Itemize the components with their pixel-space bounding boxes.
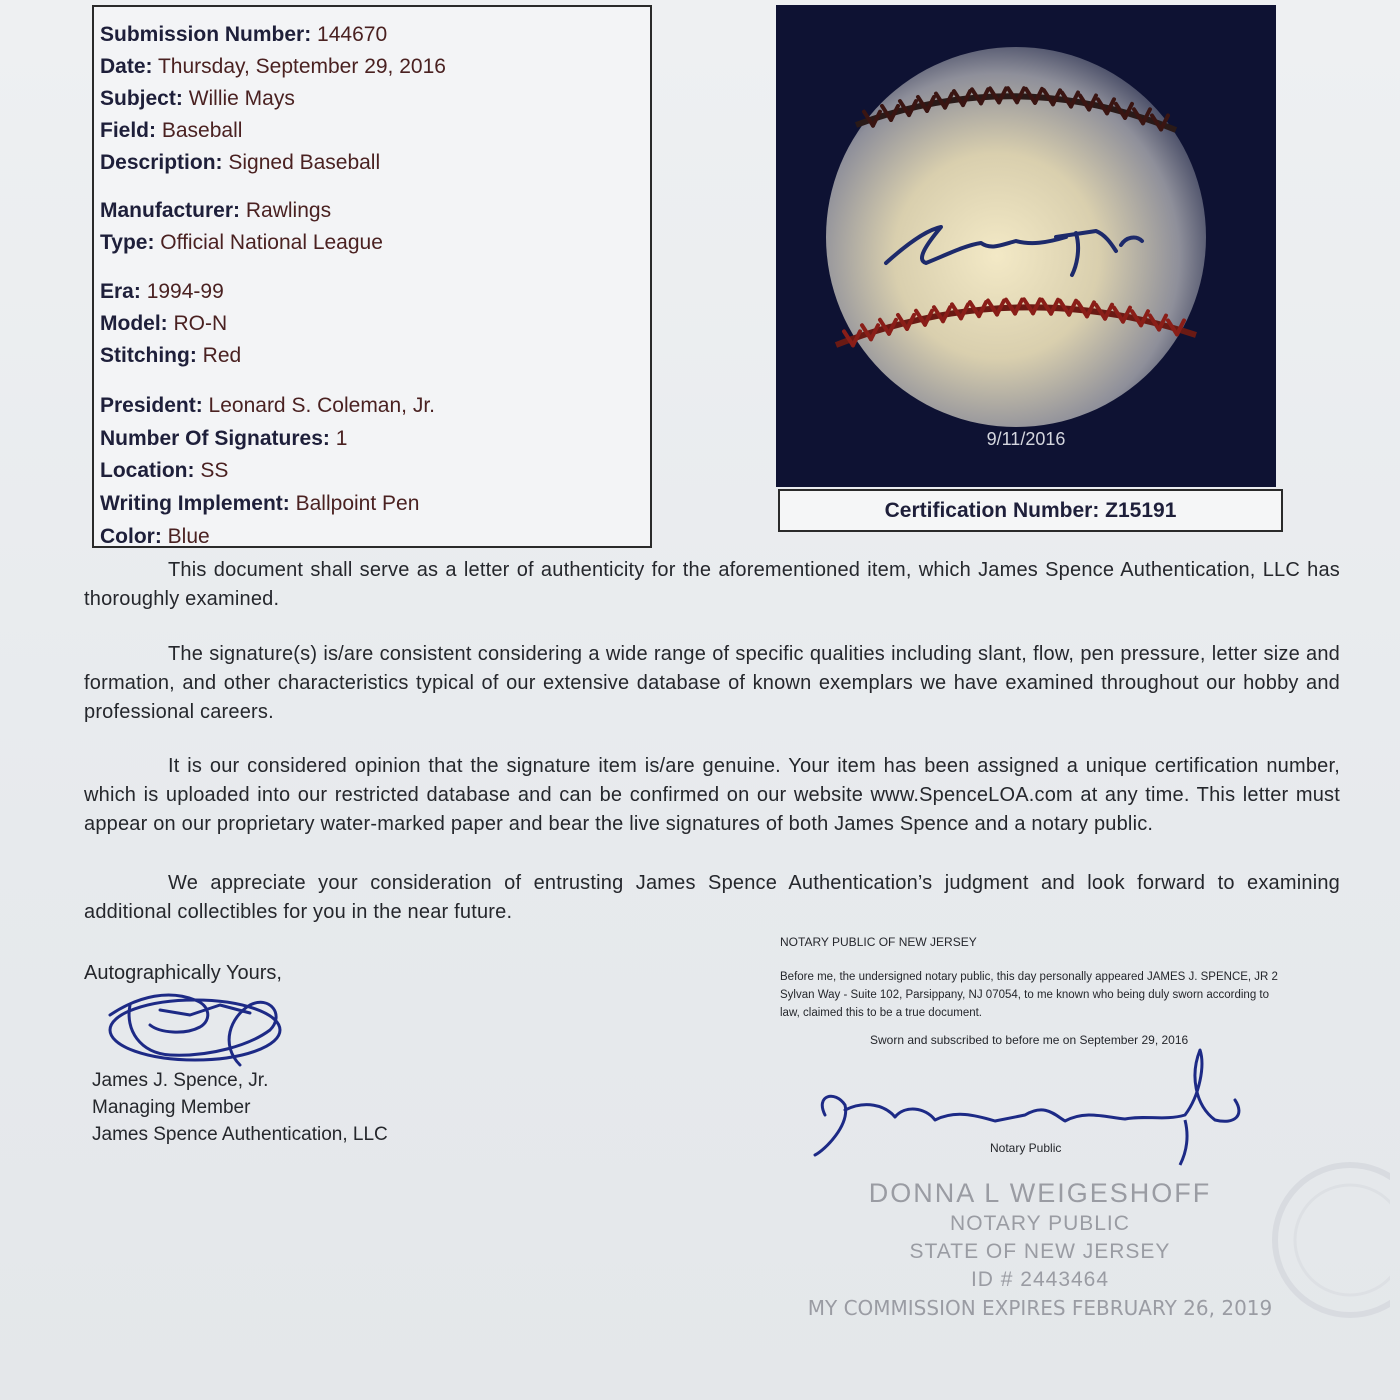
detail-row: Model: RO-N — [100, 312, 228, 335]
detail-row: Date: Thursday, September 29, 2016 — [100, 55, 446, 78]
detail-row: Color: Blue — [100, 525, 210, 548]
notary-stamp-commission: MY COMMISSION EXPIRES FEBRUARY 26, 2019 — [807, 1296, 1273, 1320]
notary-stamp-title: NOTARY PUBLIC — [950, 1212, 1130, 1235]
letter-paragraph-2: The signature(s) is/are consistent considering a wide range of specific qualities including slant, flow, pen pressure, letter size and formation, and other characteristics typical of our extensive database of known exemplars we have examined throughout our hobby and professional careers. — [84, 643, 1340, 723]
detail-row: Location: SS — [100, 459, 229, 482]
baseball-photo — [776, 5, 1276, 487]
signer-title: Managing Member — [92, 1097, 251, 1118]
sworn-statement: Sworn and subscribed to before me on September 29, 2016 — [870, 1033, 1189, 1047]
signer-name: James J. Spence, Jr. — [92, 1070, 269, 1091]
detail-row: Description: Signed Baseball — [100, 151, 381, 174]
detail-row: Number Of Signatures: 1 — [100, 427, 348, 450]
detail-row: Subject: Willie Mays — [100, 87, 295, 110]
notary-stamp-id: ID # 2443464 — [970, 1268, 1110, 1291]
baseball-image — [776, 5, 1276, 487]
signer-company: James Spence Authentication, LLC — [92, 1124, 388, 1145]
notary-public-label: Notary Public — [990, 1141, 1062, 1155]
detail-row: Submission Number: 144670 — [100, 23, 388, 46]
detail-row: Type: Official National League — [100, 231, 383, 254]
notary-heading: NOTARY PUBLIC OF NEW JERSEY — [780, 935, 977, 949]
detail-row: Field: Baseball — [100, 119, 243, 142]
embossed-seal — [1240, 1150, 1390, 1320]
letter-paragraph-4: We appreciate your consideration of entrusting James Spence Authentication’s judgment and look forward to examining additional collectibles for you in the near future. — [84, 872, 1340, 923]
detail-row: Manufacturer: Rawlings — [100, 199, 332, 222]
detail-row: President: Leonard S. Coleman, Jr. — [100, 394, 436, 417]
baseball — [826, 47, 1206, 427]
item-details-box — [92, 5, 652, 548]
spence-signature — [100, 975, 290, 1075]
notary-statement: Before me, the undersigned notary public, this day personally appeared JAMES J. SPENCE, JR 2 Sylvan Way - Suite 102, Parsippany, NJ 07054, to me known who being duly sworn according to law, claimed this to be a true document. — [780, 971, 1278, 1019]
closing-line: Autographically Yours, — [84, 962, 282, 984]
letter-paragraph-3: It is our considered opinion that the signature item is/are genuine. Your item has been assigned a unique certification number, which is uploaded into our restricted database and can be confirmed on our website www.SpenceLOA.com at any time. This letter must appear on our proprietary water-marked paper and bear the live signatures of both James Spence and a notary public. — [84, 755, 1340, 835]
detail-row: Era: 1994-99 — [100, 280, 224, 303]
detail-row: Stitching: Red — [100, 344, 242, 367]
notary-stamp-name: DONNA L WEIGESHOFF — [868, 1178, 1212, 1208]
notary-stamp-state: STATE OF NEW JERSEY — [909, 1240, 1171, 1263]
certification-number: Certification Number: Z15191 — [778, 489, 1283, 532]
photo-date: 9/11/2016 — [986, 429, 1066, 449]
detail-row: Writing Implement: Ballpoint Pen — [100, 492, 420, 515]
notary-signature — [805, 1045, 1255, 1175]
letter-paragraph-1: This document shall serve as a letter of authenticity for the aforementioned item, which James Spence Authentication, LLC has thoroughly examined. — [84, 559, 1340, 610]
